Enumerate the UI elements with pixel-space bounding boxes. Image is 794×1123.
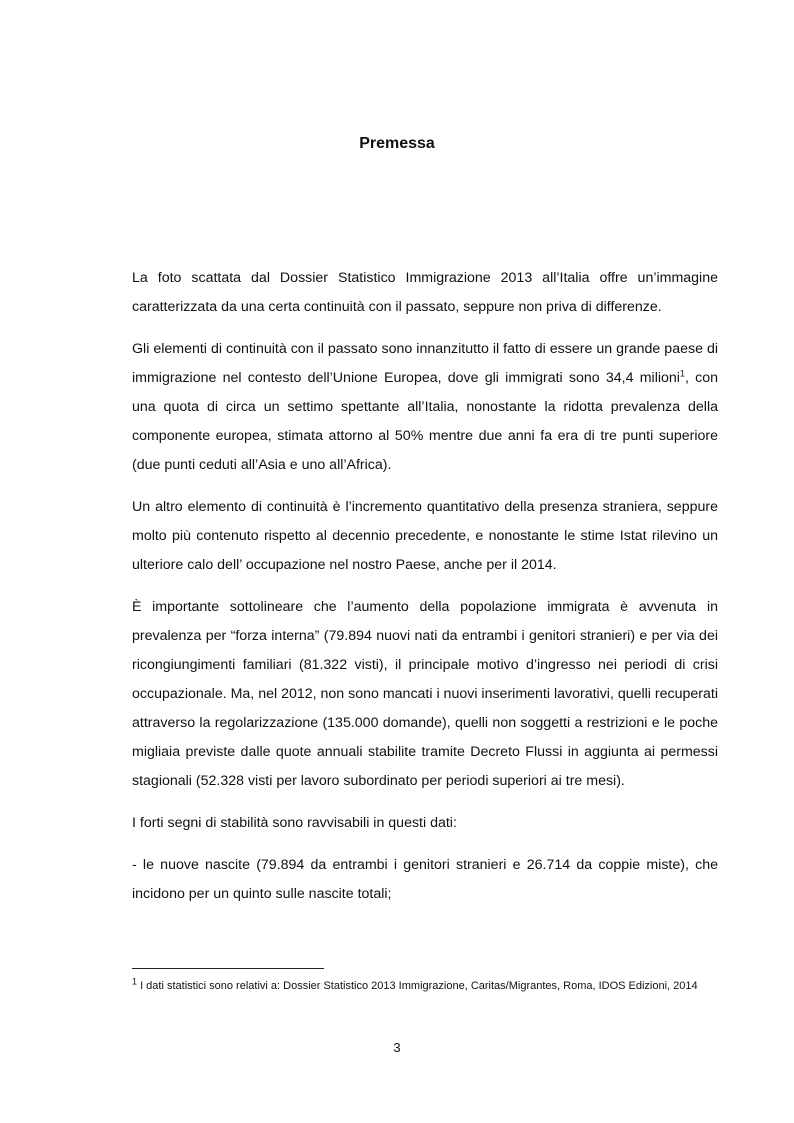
footnote [132, 978, 718, 995]
paragraph-4: È importante sottolineare che l’aumento della popolazione immigrata è avvenuta in prevalenza per “forza interna” (79.894 nuovi nati da entrambi i genitori stranieri) e per via dei ricongiungimenti familiari (81.322 visti), il principale motivo d’ingresso nei periodi di crisi occupazionale. Ma, nel 2012, non sono mancati i nuovi inserimenti lavorativi, quelli recuperati attraverso la regolarizzazione (135.000 domande), quelli non soggetti a restrizioni e le poche migliaia previste dalle quote annuali stabilite tramite Decreto Flussi in aggiunta ai permessi stagionali (52.328 visti per lavoro subordinato per periodi superiori ai tre mesi). [132, 599, 718, 789]
paragraph-3: Un altro elemento di continuità è l’incremento quantitativo della presenza straniera, seppure molto più contenuto rispetto al decennio precedente, e nonostante le stime Istat rilevino un ulteriore calo dell’ occupazione nel nostro Paese, anche per il 2014. [132, 499, 718, 573]
paragraph-6: - le nuove nascite (79.894 da entrambi i genitori stranieri e 26.714 da coppie miste), che incidono per un quinto sulle nascite totali; [132, 857, 718, 902]
paragraph-2-text-after-note: , con una quota di circa un settimo spettante all’Italia, nonostante la ridotta prevalenza della componente europea, stimata attorno al 50% mentre due anni fa era di tre punti superiore (due punti ceduti all’Asia e uno all’Africa). [132, 370, 718, 473]
page-title: Premessa [359, 135, 435, 152]
paragraph-1: La foto scattata dal Dossier Statistico Immigrazione 2013 all’Italia offre un’immagine caratterizzata da una certa continuità con il passato, seppure non priva di differenze. [132, 270, 718, 315]
paragraph-5: I forti segni di stabilità sono ravvisabili in questi dati: [132, 815, 457, 831]
footnote-divider [132, 968, 324, 969]
body-text [132, 264, 718, 922]
footnote-text: I dati statistici sono relativi a: Dossier Statistico 2013 Immigrazione, Caritas/Migrantes, Roma, IDOS Edizioni, 2014 [137, 980, 698, 992]
page-number: 3 [393, 1040, 401, 1055]
footnote-number: 1 [132, 976, 138, 987]
paragraph-2-text-before-note: Gli elementi di continuità con il passato sono innanzitutto il fatto di essere un grande paese di immigrazione nel contesto dell’Unione Europea, dove gli immigrati sono 34,4 milioni [132, 341, 718, 386]
paragraph-2 [132, 335, 718, 480]
footnote-reference: 1 [679, 368, 685, 379]
